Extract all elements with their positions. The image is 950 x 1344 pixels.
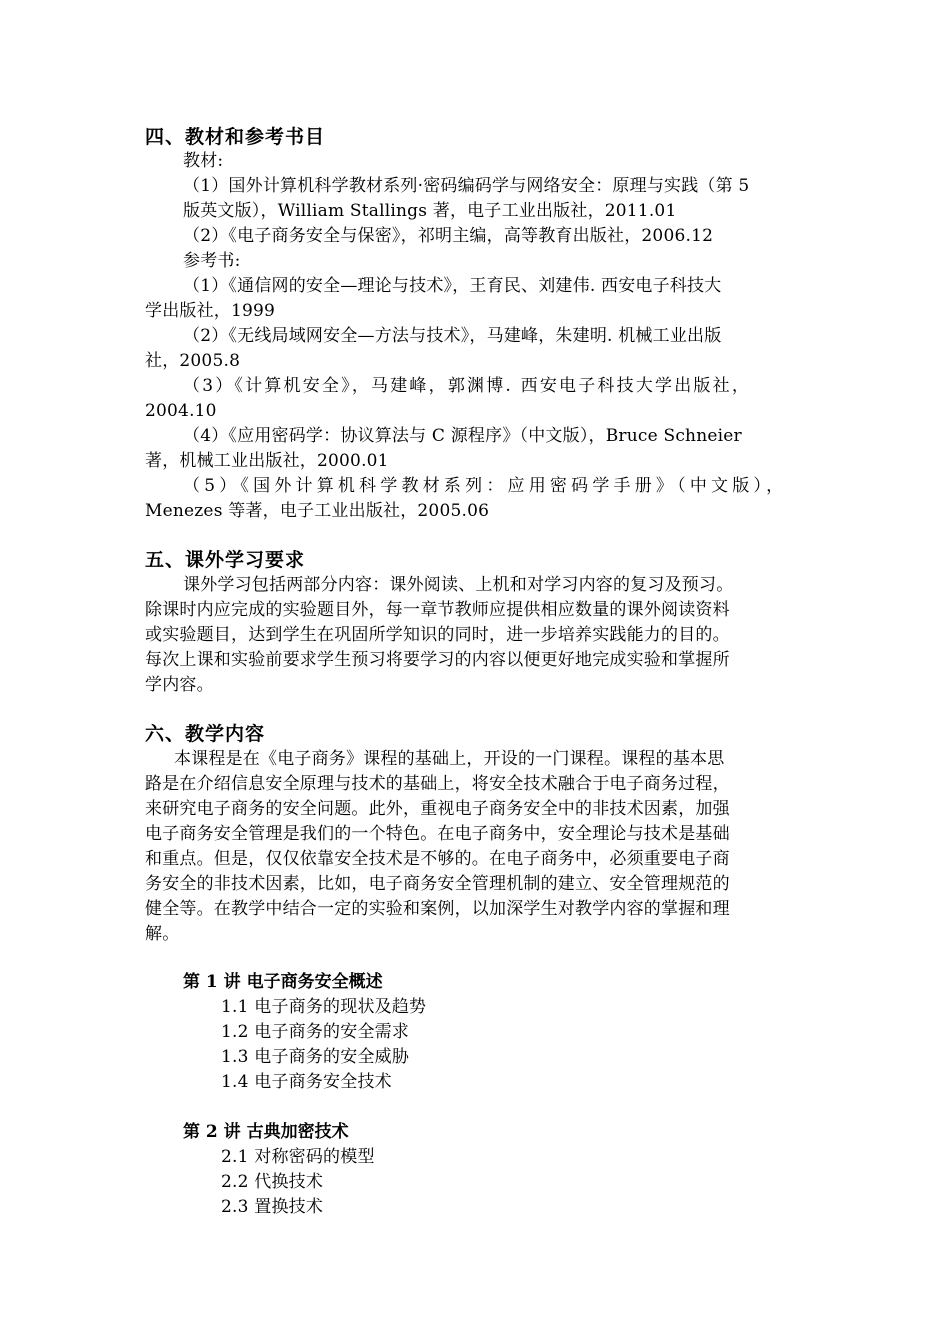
lecture-1-item: 1.4 电子商务安全技术 xyxy=(221,1072,392,1092)
reference-1-line-2: 学出版社，1999 xyxy=(145,301,276,321)
lecture-2-item: 2.3 置换技术 xyxy=(221,1197,324,1217)
lecture-2-item: 2.1 对称密码的模型 xyxy=(221,1147,375,1167)
section-6-paragraph-line-1: 本课程是在《电子商务》课程的基础上，开设的一门课程。课程的基本思 xyxy=(174,749,725,769)
section-5-paragraph-line-2: 除课时内应完成的实验题目外，每一章节教师应提供相应数量的课外阅读资料 xyxy=(145,600,730,620)
lecture-2-item: 2.2 代换技术 xyxy=(221,1172,324,1192)
lecture-1-title: 第 1 讲 电子商务安全概述 xyxy=(183,972,383,992)
section-6-paragraph-line-4: 电子商务安全管理是我们的一个特色。在电子商务中，安全理论与技术是基础 xyxy=(145,824,730,844)
section-6-paragraph-line-5: 和重点。但是，仅仅依靠安全技术是不够的。在电子商务中，必须重要电子商 xyxy=(145,849,730,869)
reference-2-line-2: 社，2005.8 xyxy=(145,351,241,371)
section-5-heading: 五、课外学习要求 xyxy=(145,549,306,571)
reference-4-line-1: （4）《应用密码学：协议算法与 C 源程序》（中文版），Bruce Schneier xyxy=(183,426,742,446)
textbook-2: （2）《电子商务安全与保密》，祁明主编，高等教育出版社，2006.12 xyxy=(183,226,714,246)
reference-5-line-2: Menezes 等著，电子工业出版社，2005.06 xyxy=(145,501,490,521)
reference-4-line-2: 著，机械工业出版社，2000.01 xyxy=(145,451,389,471)
section-5-paragraph-line-5: 学内容。 xyxy=(145,675,214,695)
lecture-1-item: 1.1 电子商务的现状及趋势 xyxy=(221,997,427,1017)
section-6-paragraph-line-2: 路是在介绍信息安全原理与技术的基础上，将安全技术融合于电子商务过程， xyxy=(145,774,730,794)
section-6-paragraph-line-6: 务安全的非技术因素，比如，电子商务安全管理机制的建立、安全管理规范的 xyxy=(145,874,730,894)
section-6-paragraph-line-8: 解。 xyxy=(145,924,180,944)
lecture-1-item: 1.2 电子商务的安全需求 xyxy=(221,1022,410,1042)
reference-2-line-1: （2）《无线局域网安全—方法与技术》，马建峰，朱建明. 机械工业出版 xyxy=(183,326,722,346)
reference-5-line-1: （5）《国外计算机科学教材系列：应用密码学手册》（中文版）， xyxy=(183,476,788,496)
section-5-paragraph-line-1: 课外学习包括两部分内容：课外阅读、上机和对学习内容的复习及预习。 xyxy=(183,575,734,595)
textbook-1-line-2: 版英文版），William Stallings 著，电子工业出版社，2011.01 xyxy=(183,201,677,221)
reference-3-line-2: 2004.10 xyxy=(145,401,217,421)
textbook-1-line-1 xyxy=(183,174,808,199)
lecture-2-title: 第 2 讲 古典加密技术 xyxy=(183,1122,349,1142)
section-6-heading: 六、教学内容 xyxy=(145,723,266,745)
section-6-paragraph-line-7: 健全等。在教学中结合一定的实验和案例，以加深学生对教学内容的掌握和理 xyxy=(145,899,730,919)
lecture-1-item: 1.3 电子商务的安全威胁 xyxy=(221,1047,410,1067)
section-5-paragraph-line-4: 每次上课和实验前要求学生预习将要学习的内容以便更好地完成实验和掌握所 xyxy=(145,650,730,670)
section-4-heading: 四、教材和参考书目 xyxy=(145,126,326,148)
reference-label: 参考书: xyxy=(183,251,241,271)
reference-3-line-1: （3）《计算机安全》，马建峰，郭渊博. 西安电子科技大学出版社， xyxy=(183,376,752,396)
section-6-paragraph-line-3: 来研究电子商务的安全问题。此外，重视电子商务安全中的非技术因素，加强 xyxy=(145,799,730,819)
section-5-paragraph-line-3: 或实验题目，达到学生在巩固所学知识的同时，进一步培养实践能力的目的。 xyxy=(145,625,730,645)
textbook-1-text: （1）国外计算机科学教材系列·密码编码学与网络安全：原理与实践（第 5 xyxy=(183,176,750,196)
textbook-label: 教材: xyxy=(183,151,224,171)
reference-1-line-1: （1）《通信网的安全—理论与技术》，王育民、刘建伟. 西安电子科技大 xyxy=(183,276,722,296)
